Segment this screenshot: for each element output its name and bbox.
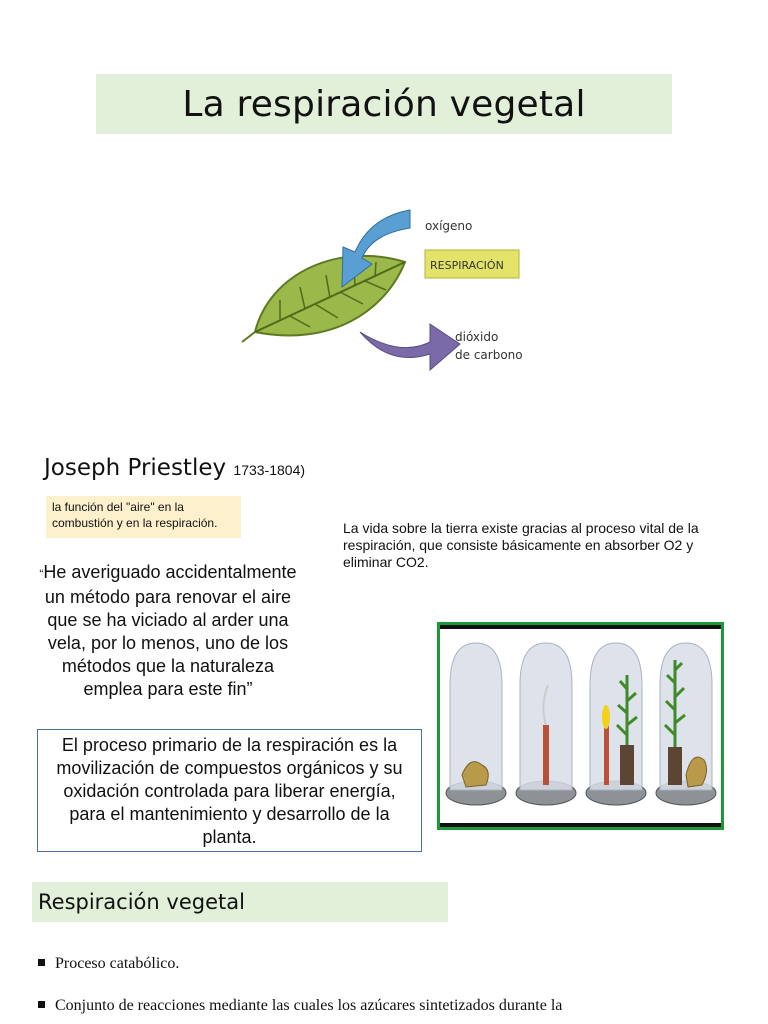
respiration-label: RESPIRACIÓN: [430, 259, 504, 272]
leaf-respiration-figure: [160, 192, 590, 392]
bullet-marker: [38, 1001, 45, 1008]
note-box: la función del "aire" en la combustión y en la respiración.: [46, 496, 241, 538]
candle-illustration: [543, 725, 549, 785]
page-title: La respiración vegetal: [182, 83, 586, 125]
section-title: Respiración vegetal: [38, 890, 245, 914]
priestley-heading: [44, 455, 305, 481]
bell-jar-2: [516, 643, 576, 805]
priestley-years: 1733-1804): [233, 462, 306, 478]
bullet-item: [38, 996, 738, 1016]
quote-open-mark: “: [39, 567, 44, 581]
bell-jar-3: [586, 643, 646, 805]
section-header: [32, 882, 448, 922]
oxygen-label: oxígeno: [425, 219, 473, 233]
process-definition-box: El proceso primario de la respiración es la movilización de compuestos orgánicos y su oxidación controlada para liberar energía, para el mantenimiento y desarrollo de la planta.: [37, 729, 422, 852]
priestley-name: Joseph Priestley: [44, 455, 227, 481]
co2-label-line2: de carbono: [455, 348, 523, 362]
quote-text: He averiguado accidentalmente un método para renovar el aire que se ha viciado al arder una vela, por lo menos, uno de los métodos que la naturaleza emplea para este fin”: [43, 562, 297, 699]
co2-arrow: [360, 324, 460, 370]
bullet-text: Conjunto de reacciones mediante las cuales los azúcares sintetizados durante la: [55, 997, 563, 1014]
bullet-marker: [38, 959, 45, 966]
bell-jar-4: [656, 643, 716, 805]
bell-jar-1: [446, 643, 506, 805]
bell-jar-experiment-figure: [437, 622, 724, 830]
co2-label-line1: dióxido: [455, 330, 499, 344]
title-banner: [96, 74, 672, 134]
life-paragraph: La vida sobre la tierra existe gracias al proceso vital de la respiración, que consiste básicamente en absorber O2 y eliminar CO2.: [343, 520, 699, 570]
leaf-illustration: [242, 256, 405, 342]
priestley-quote: [38, 561, 298, 701]
bullet-item: [38, 954, 738, 974]
bullet-text: Proceso catabólico.: [55, 955, 180, 972]
flame-illustration: [602, 705, 610, 729]
